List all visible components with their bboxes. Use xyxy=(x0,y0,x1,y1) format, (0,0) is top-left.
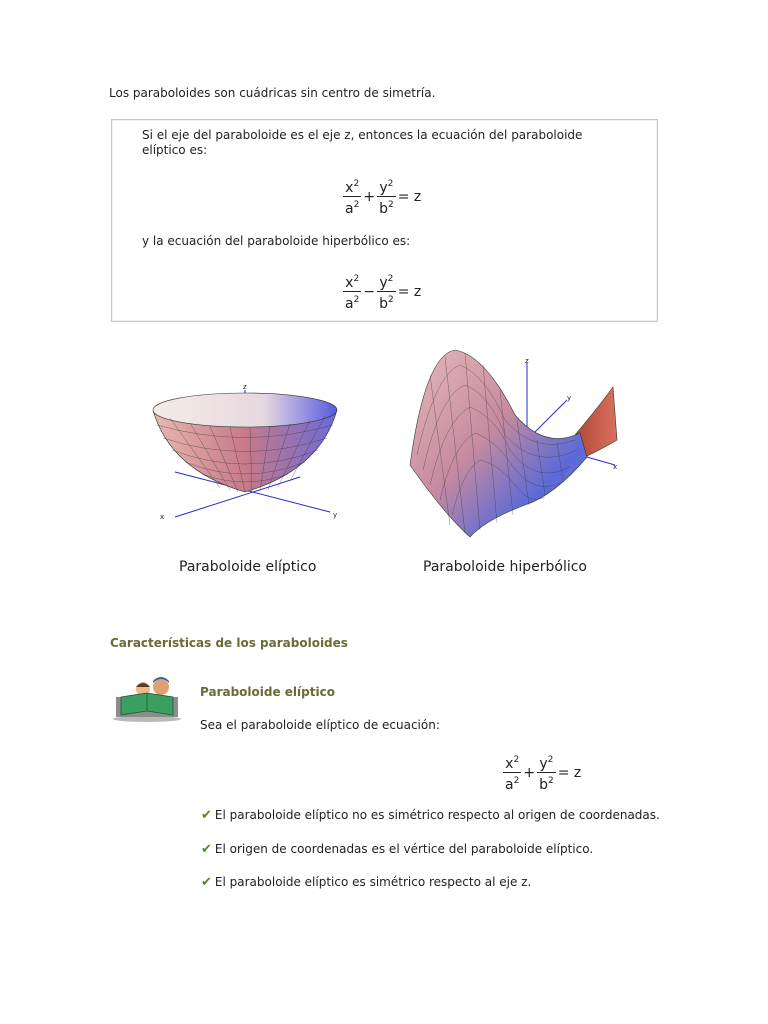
elliptic-paraboloid-figure xyxy=(150,380,350,520)
checkmark-icon: ✔ xyxy=(201,842,212,857)
elliptic-caption: Paraboloide elíptico xyxy=(179,559,317,575)
axis-y-label-2: y xyxy=(567,394,572,402)
property-item: ✔ El paraboloide elíptico no es simétrico respecto al origen de coordenadas. xyxy=(201,808,660,823)
subsection-title: Paraboloide elíptico xyxy=(200,685,335,699)
box-line-2: elíptico es: xyxy=(142,143,208,157)
reading-student-icon xyxy=(111,675,183,723)
intro2-text: Sea el paraboloide elíptico de ecuación: xyxy=(200,718,440,732)
property-item: ✔ El paraboloide elíptico es simétrico respecto al eje z. xyxy=(201,875,532,890)
checkmark-icon: ✔ xyxy=(201,808,212,823)
box-line-3: y la ecuación del paraboloide hiperbólico es: xyxy=(142,234,411,248)
axis-z-label-2: z xyxy=(525,357,529,365)
axis-x-label-2: x xyxy=(613,463,618,471)
equation-hyperbolic: $\frac{x^2}{a^2}$ − $\frac{y^2}{b^2}$ = z xyxy=(345,274,422,312)
axis-y-label: y xyxy=(333,511,338,519)
hyperbolic-caption: Paraboloide hiperbólico xyxy=(423,559,587,575)
axis-x-label: x xyxy=(160,513,165,520)
hyperbolic-paraboloid-figure xyxy=(405,345,630,540)
equation-elliptic: $\frac{x^2}{a^2}$ + $\frac{y^2}{b^2}$ = z xyxy=(345,179,422,217)
section-title: Características de los paraboloides xyxy=(110,636,348,650)
checkmark-icon: ✔ xyxy=(201,875,212,890)
axis-z-label: z xyxy=(243,383,247,391)
intro-text: Los paraboloides son cuádricas sin centro de simetría. xyxy=(109,86,436,100)
property-item: ✔ El origen de coordenadas es el vértice del paraboloide elíptico. xyxy=(201,842,594,857)
equation-elliptic-2: $\frac{x^2}{a^2}$ + $\frac{y^2}{b^2}$ = z xyxy=(505,755,582,793)
box-line-1: Si el eje del paraboloide es el eje z, entonces la ecuación del paraboloide xyxy=(142,128,583,142)
